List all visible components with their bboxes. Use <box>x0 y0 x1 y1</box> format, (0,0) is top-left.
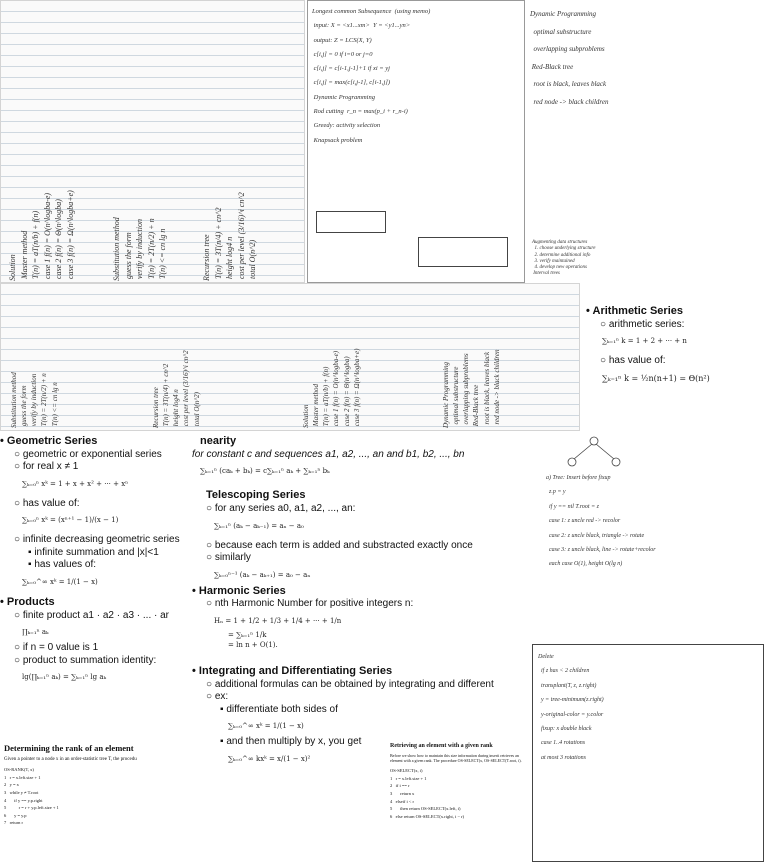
bullet-icon: • <box>0 435 7 447</box>
handwritten-text: Recursion tree T(n) = 3T(n/4) + cn^2 height log4 n cost per level (3/16)^i cn^2 total O(n^2) <box>202 192 258 281</box>
list-item: ○ ex: <box>206 691 229 702</box>
handwritten-text: Dynamic Programming optimal substructure overlapping subproblems Red-Black tree root is black, leaves black red node -> black children <box>442 349 501 428</box>
handwritten-text: Longest common Subsequence (using memo) input: X = <x1...xm> Y = <y1...yn> output: Z = LCS(X, Y) c[i,j] = 0 if i=0 or j=0 c[i,j] = c[i-1,j-1]+1 if xi = yj c[i,j] = max(c[i,j-1], c[i-1,j]) Dynamic Programming Rod cutting r_n = max(p_i + r_n-i) Greedy: activity selection Knapsack problem <box>312 8 431 144</box>
handwritten-text: Augmenting data structures 1. choose underlying structure 2. determine additional info 3. verify maintained 4. develop new operations Interval trees <box>532 240 596 277</box>
os-rank-code <box>4 766 188 827</box>
list-item: ○ if n = 0 value is 1 <box>14 642 99 653</box>
handwritten-text: Delete if z has < 2 children transplant(T, z, z.right) y = tree-minimum(z.right) y-original-color = y.color fixup: x double black case 1..4 rotations at most 3 rotations <box>538 654 604 761</box>
list-item: ▪ and then multiply by x, you get <box>220 736 362 747</box>
circle-bullet-icon: ○ <box>14 642 23 653</box>
handwritten-notes-boxed <box>528 238 766 278</box>
list-item: ○ finite product a1 · a2 · a3 · ... · ar <box>14 609 170 621</box>
formula: ∏ₖ₌₁ⁿ aₖ <box>22 628 49 636</box>
circle-bullet-icon: ○ <box>14 448 23 460</box>
formula: ∑ₖ₌₀^∞ xᵏ = 1/(1 − x) <box>22 577 98 586</box>
os-rank-panel <box>0 741 192 866</box>
bullet-icon: • <box>0 595 7 608</box>
formula: lg(∏ₖ₌₁ⁿ aₖ) = ∑ₖ₌₁ⁿ lg aₖ <box>22 673 107 681</box>
circle-bullet-icon: ○ <box>14 497 23 509</box>
list-item: ▪ infinite summation and |x|<1 <box>28 546 159 558</box>
list-item: ▪ has values of: <box>28 559 97 571</box>
square-bullet-icon: ▪ <box>220 736 227 747</box>
list-item: ○ has value of: <box>600 355 666 367</box>
handwritten-text: Substitution method guess the form verify by induction T(n) = 2T(n/2) + n T(n) <= cn lg n <box>112 217 168 281</box>
code-line: 4 if y == y.p.right <box>4 797 43 803</box>
formula: ∑ₖ₌₀^∞ kxᵏ = x/(1 − x)² <box>228 754 311 763</box>
list-item: ○ because each term is added and substracted exactly once <box>206 539 473 551</box>
circle-bullet-icon: ○ <box>14 654 23 666</box>
formula: ∑ₖ₌₁ⁿ k = ½n(n+1) = Θ(n²) <box>602 373 710 383</box>
formula: ∑ₖ₌₀ⁿ xᵏ = 1 + x + x² + ··· + xⁿ <box>22 479 129 488</box>
list-item: ○ arithmetic series: <box>600 318 685 330</box>
handwritten-text: Solution Master method T(n) = aT(n/b) + f(n) case 1 f(n) = O(n^logba-e) case 2 f(n) = Θ(n^logba) case 3 f(n) = Ω(n^logba+e) <box>302 348 361 428</box>
list-item: ○ for any series a0, a1, a2, ..., an: <box>206 503 356 514</box>
formula: ∑ₖ₌₀ⁿ xᵏ = (xⁿ⁺¹ − 1)/(x − 1) <box>22 516 119 525</box>
formula: ∑ₖ₌₁ⁿ k = 1 + 2 + ··· + n <box>602 337 687 346</box>
bullet-icon: • <box>192 584 199 597</box>
circle-bullet-icon: ○ <box>14 609 23 621</box>
circle-bullet-icon: ○ <box>14 461 23 473</box>
square-bullet-icon: ▪ <box>28 559 35 571</box>
code-line: 2 y = x <box>4 782 19 788</box>
code-line: 6 y = y.p <box>4 812 27 818</box>
code-line: 7 return r <box>4 820 23 826</box>
code-line: 2 if i == r <box>390 783 410 789</box>
geometric-heading: • Geometric Series <box>0 435 98 447</box>
circle-bullet-icon: ○ <box>14 534 23 546</box>
os-rank-intro: Given a pointer to a node x in an order-statistic tree T, the procedu <box>4 757 137 762</box>
list-item: ○ product to summation identity: <box>14 654 157 666</box>
handwritten-notes-row-2 <box>0 283 580 431</box>
handwritten-notes-top-right <box>526 0 768 237</box>
os-rank-title: Determining the rank of an element <box>4 743 134 753</box>
circle-bullet-icon: ○ <box>206 691 215 702</box>
code-line: 3 while y ≠ T.root <box>4 789 39 795</box>
handwritten-text: Dynamic Programming optimal substructure overlapping subproblems Red-Black tree root is black, leaves black red node -> black children <box>530 10 609 106</box>
telescoping-heading: Telescoping Series <box>206 489 306 502</box>
circle-bullet-icon: ○ <box>600 318 609 330</box>
handwritten-text: Solution Master method T(n) = aT(n/b) + f(n) case 1 f(n) = O(n^logba-e) case 2 f(n) = Θ(n^logba) case 3 f(n) = Ω(n^logba+e) <box>8 190 75 281</box>
os-select-code <box>390 767 526 820</box>
bullet-icon: • <box>192 664 199 677</box>
list-item: ○ has value of: <box>14 497 80 509</box>
code-line: 4 elseif i < r <box>390 798 415 804</box>
list-item: ○ similarly <box>206 552 251 563</box>
handwritten-notes-insert <box>540 431 768 639</box>
harmonic-heading: • Harmonic Series <box>192 584 286 597</box>
handwritten-text: Recursion tree T(n) = 3T(n/4) + cn^2 height log4 n cost per level (3/16)^i cn^2 total O(n^2) <box>152 350 201 428</box>
handwritten-notes-top-left <box>0 0 305 283</box>
circle-bullet-icon: ○ <box>206 598 215 610</box>
handwritten-notes-lcs <box>307 0 525 283</box>
circle-bullet-icon: ○ <box>206 539 215 551</box>
list-item: ○ for real x ≠ 1 <box>14 461 79 473</box>
list-item: ○ geometric or exponential series <box>14 448 162 460</box>
formula: ∑ₖ₌₁ⁿ (aₖ − aₖ₋₁) = aₙ − a₀ <box>214 521 304 530</box>
arithmetic-heading: • Arithmetic Series <box>586 305 683 317</box>
geometric-products-panel <box>0 431 198 741</box>
list-item: ○ additional formulas can be obtained by integrating and different <box>206 678 494 690</box>
formula: ∑ₖ₌₀ⁿ⁻¹ (aₖ − aₖ₊₁) = a₀ − aₙ <box>214 570 311 579</box>
handwritten-text: a) Tree: Insert before fixup z.p = y if y == nil T.root = z case 1: z uncle red -> recolor case 2: z uncle black, triangle -> rotate case 3: z uncle black, line -> rotate+recolor each case O(1), height O(lg n) <box>546 475 656 568</box>
code-line: 6 else return OS-SELECT(x.right, i − r) <box>390 813 465 819</box>
circle-bullet-icon: ○ <box>206 503 215 514</box>
square-bullet-icon: ▪ <box>28 546 35 558</box>
square-bullet-icon: ▪ <box>220 703 227 715</box>
products-heading: • Products <box>0 595 55 608</box>
tree-sketch <box>554 435 634 471</box>
formula: = ln n + O(1). <box>228 640 278 649</box>
formula: = ∑ₖ₌₁ⁿ 1/k <box>228 630 267 639</box>
list-item: ○ nth Harmonic Number for positive integers n: <box>206 598 414 610</box>
circle-bullet-icon: ○ <box>206 678 215 690</box>
integrating-heading: • Integrating and Differentiating Series <box>192 664 393 677</box>
code-line: 5 r = r + y.p.left.size + 1 <box>4 805 59 811</box>
circle-bullet-icon: ○ <box>206 552 215 563</box>
list-item: ○ infinite decreasing geometric series <box>14 534 180 546</box>
os-select-title: Retrieving an element with a given rank <box>390 743 493 749</box>
code-line: OS-SELECT(x, i) <box>390 768 423 773</box>
formula: ∑ₖ₌₀^∞ xᵏ = 1/(1 − x) <box>228 722 304 730</box>
bullet-icon: • <box>586 305 593 317</box>
series-properties-panel <box>192 431 526 771</box>
formula: Hₙ = 1 + 1/2 + 1/3 + 1/4 + ··· + 1/n <box>214 616 342 625</box>
list-item: for constant c and sequences a1, a2, ..., an and b1, b2, ..., bn <box>192 448 465 460</box>
arithmetic-series-panel <box>580 305 768 431</box>
note-box <box>316 211 386 233</box>
code-line: 1 r = x.left.size + 1 <box>390 775 427 781</box>
os-select-intro: Before we show how to maintain this size information during inserti retrieves an element with a given rank. The procedure OS-SELECT(x, OS-SELECT(T.root, i). <box>390 753 522 763</box>
circle-bullet-icon: ○ <box>600 355 609 367</box>
code-line: 5 then return OS-SELECT(x.left, i) <box>390 806 461 812</box>
code-line: 1 r = x.left.size + 1 <box>4 774 41 780</box>
linearity-heading: nearity <box>200 435 237 447</box>
handwritten-notes-delete <box>528 640 768 866</box>
note-box <box>418 237 508 267</box>
formula: ∑ₖ₌₁ⁿ (caₖ + bₖ) = c∑ₖ₌₁ⁿ aₖ + ∑ₖ₌₁ⁿ bₖ <box>200 467 330 476</box>
list-item: ▪ differentiate both sides of <box>220 703 338 715</box>
code-line: 3 return x <box>390 790 415 796</box>
handwritten-text: Substitution method guess the form verify by induction T(n) = 2T(n/2) + n T(n) <= cn lg n <box>10 372 59 428</box>
code-line: OS-RANK(T, x) <box>4 767 34 772</box>
os-select-panel <box>388 741 528 866</box>
